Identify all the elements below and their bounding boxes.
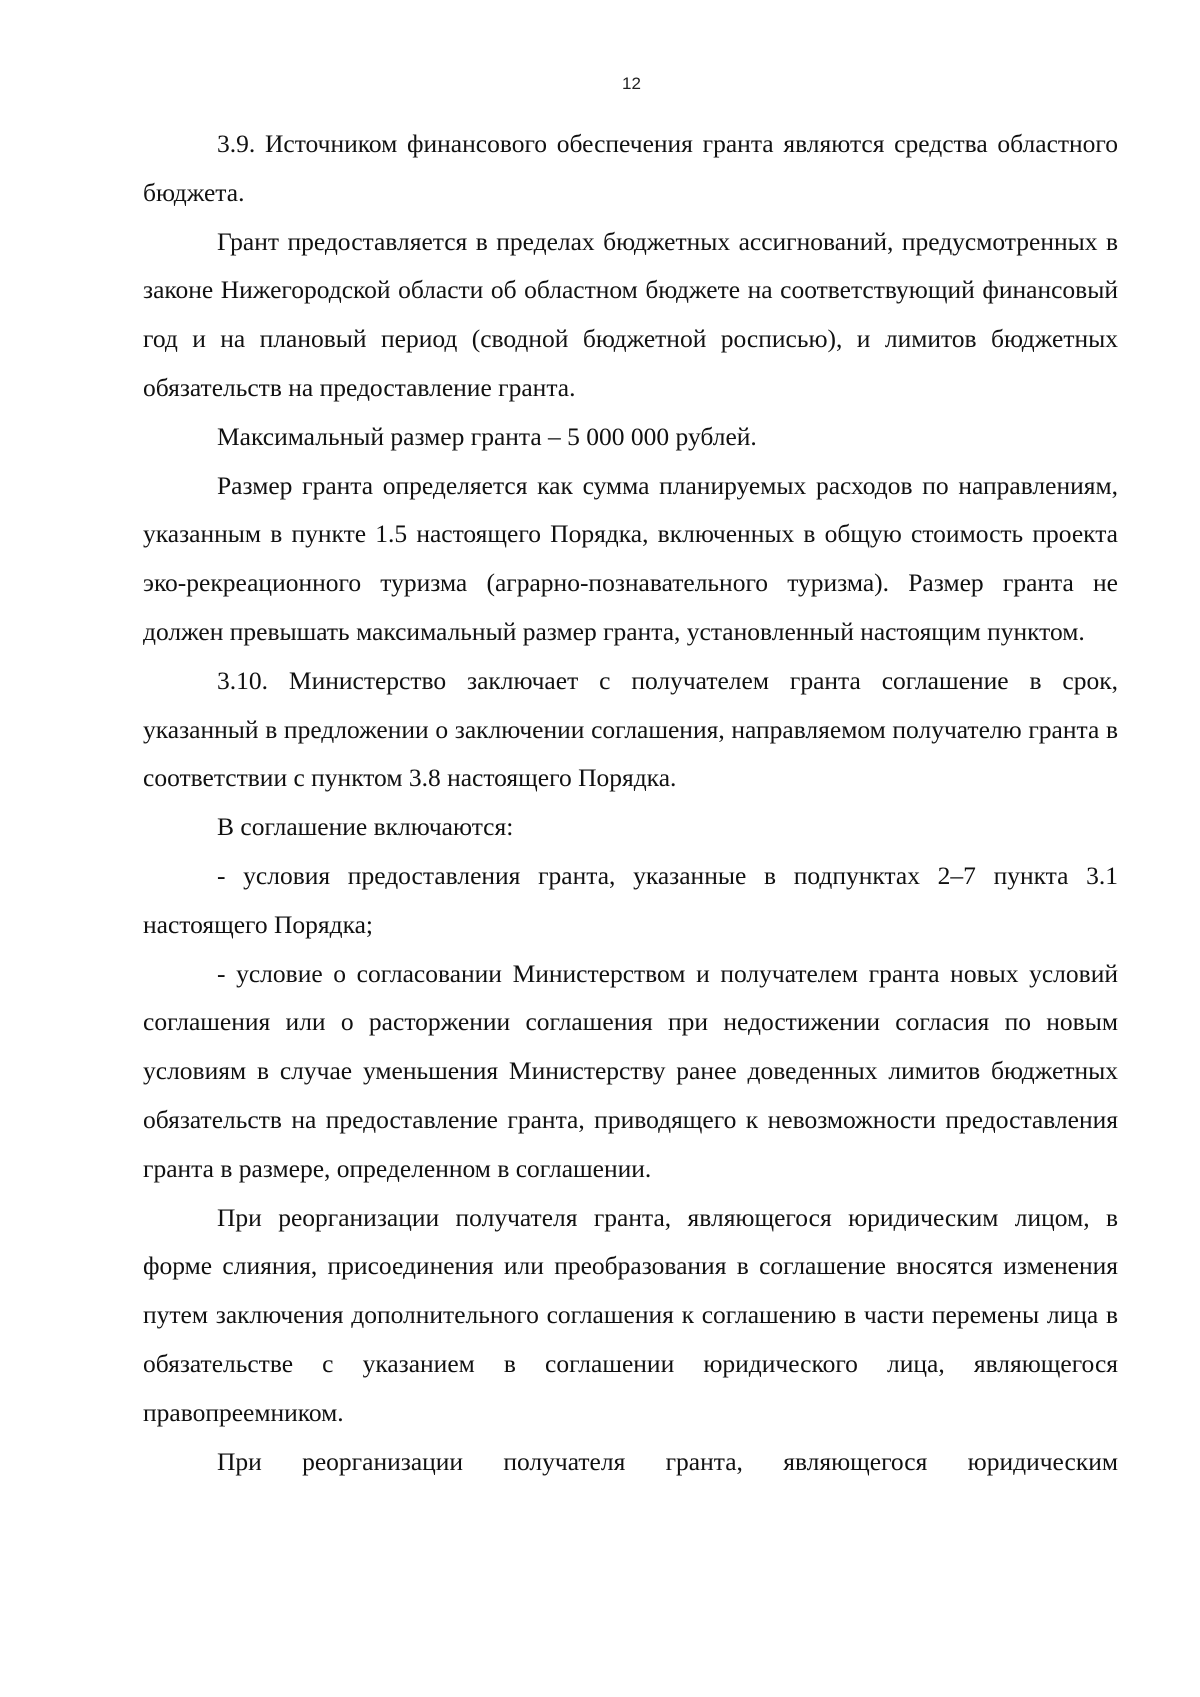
paragraph-3-10: 3.10. Министерство заключает с получателем гранта соглашение в срок, указанный в предложении о заключении соглашения, направляемом получателю гранта в соответствии с пунктом 3.8 настоящего Порядка. [143,665,1118,793]
list-item-agreement-change: - условие о согласовании Министерством и получателем гранта новых условий соглашения или о расторжении соглашения при недостижении согласия по новым условиям в случае уменьшения Министерству ранее доведенных лимитов бюджетных обязательств на предоставление гранта, приводящего к невозможности предоставления гранта в размере, определенном в соглашении. [143,958,1118,1183]
list-item-conditions: - условия предоставления гранта, указанные в подпунктах 2–7 пункта 3.1 настоящего Порядка; [143,860,1118,939]
document-body [143,120,1118,1486]
paragraph-reorganization-continued: При реорганизации получателя гранта, являющегося юридическим [217,1446,1118,1476]
paragraph-3-9: 3.9. Источником финансового обеспечения гранта являются средства областного бюджета. [143,129,1118,207]
paragraph-max-grant: Максимальный размер гранта – 5 000 000 рублей. [217,421,757,451]
page-number: 12 [622,74,641,93]
paragraph-grant-limits: Грант предоставляется в пределах бюджетных ассигнований, предусмотренных в законе Нижегородской области об областном бюджете на соответствующий финансовый год и на плановый период (сводной бюджетной росписью), и лимитов бюджетных обязательств на предоставление гранта. [143,226,1118,402]
paragraph-agreement-includes: В соглашение включаются: [217,812,514,842]
paragraph-grant-size: Размер гранта определяется как сумма планируемых расходов по направлениям, указанным в пункте 1.5 настоящего Порядка, включенных в общую стоимость проекта эко-рекреационного туризма (аграрно-познавательного туризма). Размер гранта не должен превышать максимальный размер гранта, установленный настоящим пунктом. [143,470,1118,646]
paragraph-reorganization-merger: При реорганизации получателя гранта, являющегося юридическим лицом, в форме слияния, присоединения или преобразования в соглашение вносятся изменения путем заключения дополнительного соглашения к соглашению в части перемены лица в обязательстве с указанием в соглашении юридического лица, являющегося правопреемником. [143,1202,1118,1427]
